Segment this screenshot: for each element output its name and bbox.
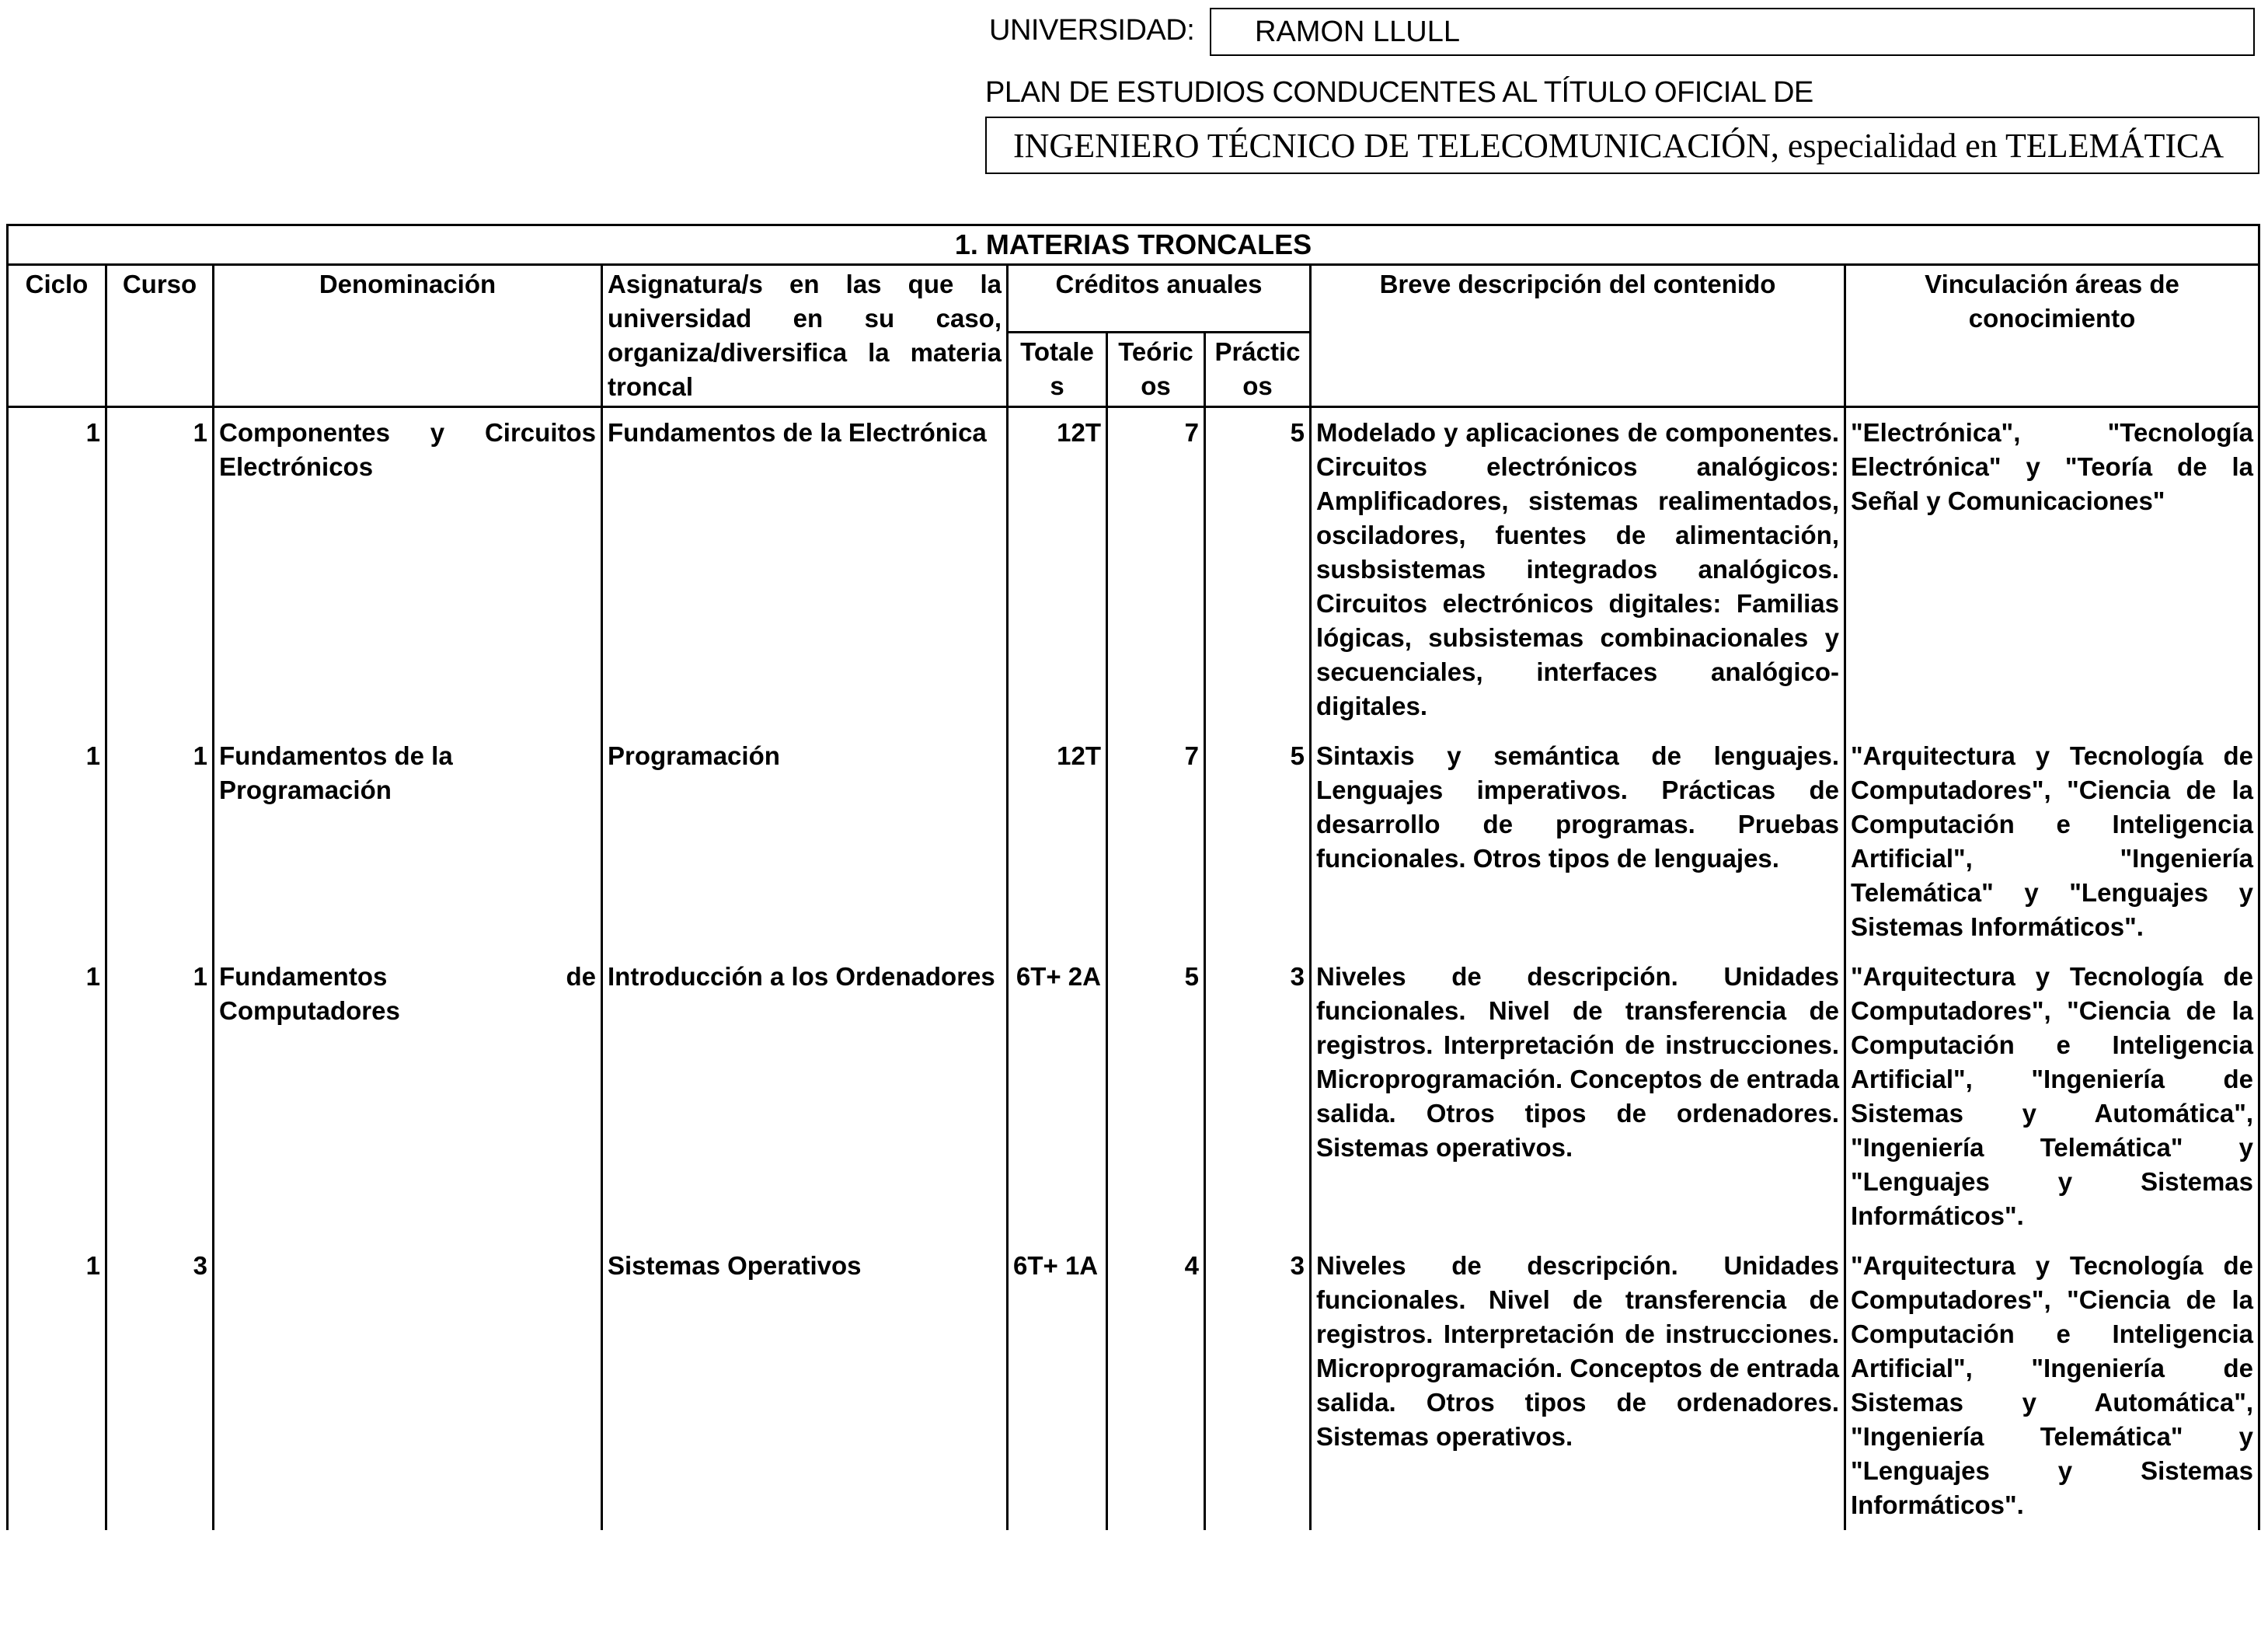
cell-denominacion: Fundamentos de Computadores bbox=[214, 952, 602, 1241]
cell-asignatura: Introducción a los Ordenadores bbox=[602, 952, 1008, 1241]
cell-curso: 1 bbox=[106, 731, 214, 952]
cell-practicos: 5 bbox=[1205, 731, 1311, 952]
col-descripcion: Breve descripción del contenido bbox=[1311, 265, 1845, 407]
cell-totales: 6T+ 1A bbox=[1008, 1241, 1107, 1530]
table-row bbox=[8, 407, 2259, 732]
cell-ciclo: 1 bbox=[8, 952, 106, 1241]
cell-practicos: 3 bbox=[1205, 952, 1311, 1241]
col-totales: Totales bbox=[1008, 333, 1107, 407]
table-row bbox=[8, 1241, 2259, 1530]
cell-totales: 6T+ 2A bbox=[1008, 952, 1107, 1241]
col-asignatura: Asignatura/s en las que la universidad en su caso, organiza/diversifica la materia troncal bbox=[602, 265, 1008, 407]
cell-teoricos: 4 bbox=[1107, 1241, 1205, 1530]
cell-vinculacion: "Electrónica", "Tecnología Electrónica" y "Teoría de la Señal y Comunicaciones" bbox=[1845, 407, 2259, 732]
cell-descripcion: Niveles de descripción. Unidades funcionales. Nivel de transferencia de registros. Interpretación de instrucciones. Microprogramación. Conceptos de entrada salida. Otros tipos de ordenadores. Sistemas operativos. bbox=[1311, 952, 1845, 1241]
cell-ciclo: 1 bbox=[8, 731, 106, 952]
cell-curso: 1 bbox=[106, 952, 214, 1241]
col-denominacion: Denominación bbox=[214, 265, 602, 407]
table-row bbox=[8, 731, 2259, 952]
degree-box bbox=[985, 117, 2259, 174]
cell-denominacion bbox=[214, 1241, 602, 1530]
col-teoricos: Teóricos bbox=[1107, 333, 1205, 407]
plan-line: PLAN DE ESTUDIOS CONDUCENTES AL TÍTULO OFICIAL DE bbox=[985, 76, 1813, 109]
cell-denominacion: Fundamentos de la Programación bbox=[214, 731, 602, 952]
university-label: UNIVERSIDAD: bbox=[989, 14, 1195, 47]
materias-troncales-table bbox=[6, 224, 2260, 1530]
cell-denominacion: Componentes y Circuitos Electrónicos bbox=[214, 407, 602, 732]
table-row bbox=[8, 952, 2259, 1241]
cell-practicos: 5 bbox=[1205, 407, 1311, 732]
col-ciclo: Ciclo bbox=[8, 265, 106, 407]
cell-asignatura: Programación bbox=[602, 731, 1008, 952]
cell-teoricos: 5 bbox=[1107, 952, 1205, 1241]
cell-ciclo: 1 bbox=[8, 1241, 106, 1530]
cell-asignatura: Fundamentos de la Electrónica bbox=[602, 407, 1008, 732]
cell-totales: 12T bbox=[1008, 731, 1107, 952]
cell-descripcion: Modelado y aplicaciones de componentes. Circuitos electrónicos analógicos: Amplificadores, sistemas realimentados, osciladores, fuentes de alimentación, susbsistemas integrados analógicos. Circuitos electrónicos digitales: Familias lógicas, subsistemas combinacionales y secuenciales, interfaces analógico-digitales. bbox=[1311, 407, 1845, 732]
cell-teoricos: 7 bbox=[1107, 407, 1205, 732]
col-curso: Curso bbox=[106, 265, 214, 407]
cell-totales: 12T bbox=[1008, 407, 1107, 732]
university-value: RAMON LLULL bbox=[1255, 16, 1460, 48]
table-title: 1. MATERIAS TRONCALES bbox=[8, 225, 2259, 265]
cell-vinculacion: "Arquitectura y Tecnología de Computadores", "Ciencia de la Computación e Inteligencia Artificial", "Ingeniería Telemática" y "Lenguajes y Sistemas Informáticos". bbox=[1845, 731, 2259, 952]
cell-practicos: 3 bbox=[1205, 1241, 1311, 1530]
cell-vinculacion: "Arquitectura y Tecnología de Computadores", "Ciencia de la Computación e Inteligencia Artificial", "Ingeniería de Sistemas y Automática", "Ingeniería Telemática" y "Lenguajes y Sistemas Informáticos". bbox=[1845, 1241, 2259, 1530]
col-vinculacion: Vinculación áreas de conocimiento bbox=[1845, 265, 2259, 407]
col-creditos: Créditos anuales bbox=[1008, 265, 1311, 333]
cell-asignatura: Sistemas Operativos bbox=[602, 1241, 1008, 1530]
degree-title: INGENIERO TÉCNICO DE TELECOMUNICACIÓN, especialidad en TELEMÁTICA bbox=[1013, 127, 2224, 165]
cell-descripcion: Sintaxis y semántica de lenguajes. Lenguajes imperativos. Prácticas de desarrollo de programas. Pruebas funcionales. Otros tipos de lenguajes. bbox=[1311, 731, 1845, 952]
cell-vinculacion: "Arquitectura y Tecnología de Computadores", "Ciencia de la Computación e Inteligencia Artificial", "Ingeniería de Sistemas y Automática", "Ingeniería Telemática" y "Lenguajes y Sistemas Informáticos". bbox=[1845, 952, 2259, 1241]
university-box bbox=[1210, 8, 2255, 56]
cell-descripcion: Niveles de descripción. Unidades funcionales. Nivel de transferencia de registros. Interpretación de instrucciones. Microprogramación. Conceptos de entrada salida. Otros tipos de ordenadores. Sistemas operativos. bbox=[1311, 1241, 1845, 1530]
cell-curso: 3 bbox=[106, 1241, 214, 1530]
col-practicos: Prácticos bbox=[1205, 333, 1311, 407]
cell-curso: 1 bbox=[106, 407, 214, 732]
cell-teoricos: 7 bbox=[1107, 731, 1205, 952]
cell-ciclo: 1 bbox=[8, 407, 106, 732]
